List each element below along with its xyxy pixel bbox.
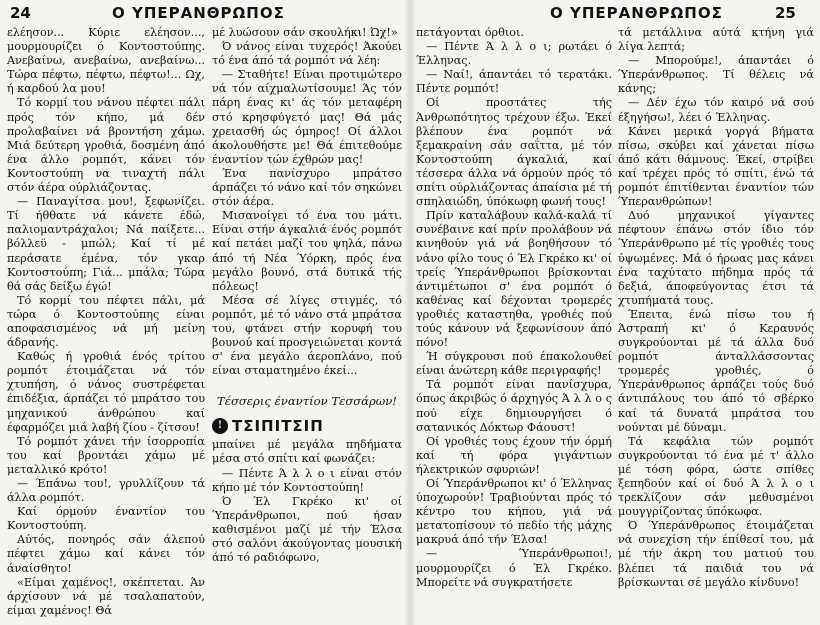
right-page-column-2 xyxy=(618,26,814,623)
paragraph: Δυό μηχανικοί γίγαντες πέφτουν έπάνω στόν ίδιο τόν Ύπεράνθρωπο μέ τίς γροθιές τους ύψωμένες. Μά ό ήρωας μας κάνει ένα ταχύτατο πήδημα πρός τά δεξιά, άποφεύγοντας έτσι τά χτυπήματά τους. xyxy=(618,209,814,307)
exclamation-icon xyxy=(212,418,228,434)
left-page-column-2 xyxy=(212,26,402,623)
paragraph: Οί Ύπεράνθρωποι κι' ό Έλληνας ύποχωρούν! Τραβιούνται πρός τό κέντρο του κήπου, γιά νά μετατοπίσουν τό πεδίο τής μάχης μακρυά άπό τήν Έλσα! xyxy=(416,477,612,547)
right-page xyxy=(410,0,820,625)
paragraph: — Έπάνω του!, γρυλλίζουν τά άλλα ρομπότ. xyxy=(7,477,205,505)
page-number-left: 24 xyxy=(10,4,31,22)
paragraph: Τό ρομπότ χάνει τήν ίσορροπία του καί βροντάει χάμω μέ μεταλλικό κρότο! xyxy=(7,434,205,476)
running-title-left: Ο ΥΠΕΡΑΝΘΡΩΠΟΣ xyxy=(112,4,285,22)
paragraph: ελέησον... Κύριε ελέησον..., μουρμουρίζει ό Κοντοστούπης. Ανεβαίνω, ανεβαίνω, ανεβαίνω... Τώρα πέφτω, πέφτω, πέφτω!... Ωχ, ή καρδού λα μου! xyxy=(7,26,205,96)
paragraph: μπαίνει μέ μεγάλα πηδήματα μέσα στό σπίτι καί φωνάζει: xyxy=(212,438,402,466)
paragraph: Καθώς ή γροθιά ένός τρίτου ρομπότ έτοιμάζεται νά τόν χτυπήση, ό νάνος συστρέφεται έπιδέξια, άρπάζει τό μπράτσο του μηχανικού άνθρώπου καί έφαρμόζει μιά λαβή ζίου - ζίτσου! xyxy=(7,350,205,434)
paragraph: Αύτός, πονηρός σάν άλεπού πέφτει χάμω καί κάνει τόν άναίσθητο! xyxy=(7,533,205,575)
paragraph: — Μπορούμε!, άπαντάει ό Ύπεράνθρωπος. Τί θέλεις νά κάνης; xyxy=(618,54,814,96)
exclamation-glyph: ! xyxy=(217,420,223,432)
paragraph: Μισανοίγει τό ένα του μάτι. Είναι στήν άγκαλιά ένός ρομπότ καί πετάει μαζί του ψηλά, πάνω άπό τή Νέα Ύόρκη, πρός ένα μεγάλο βουνό, στά δυτικά τής πόλεως! xyxy=(212,209,402,293)
paragraph: πετάγονται όρθιοι. xyxy=(416,26,524,39)
paragraph: — Σταθήτε! Είναι προτιμώτερο νά τόν αίχμαλωτίσουμε! Άς τόν πάρη ένας κι' άς τόν μεταφέρη στό κρησφύγετό μας! Θά μάς χρειασθή ώς όμηρος! Οί άλλοι άκολουθήστε με! Θά έπιτεθούμε έναντίον τών έχθρών μας! xyxy=(212,68,402,166)
paragraph: τά μετάλλινα αύτά κτήνη γιά λίγα λεπτά; xyxy=(618,26,814,54)
paragraph: μέ λυώσουν σάν σκουλήκι! Ώχ!» xyxy=(212,26,398,39)
paragraph: Καί όρμούν έναντίον του Κοντοστούπη. xyxy=(7,505,205,533)
paragraph: Ό νάνος είναι τυχερός! Άκούει τό ένα άπό τά ρομπότ νά λέη: xyxy=(212,40,402,68)
paragraph: «Είμαι χαμένος!, σκέπτεται. Άν άρχίσουν νά μέ τσαλαπατούν, είμαι χαμένος! Θά xyxy=(7,575,205,617)
paragraph: Τό κορμί του πέφτει πάλι, μά τώρα ό Κοντοστούπης είναι αποφασισμένος νά μή μείνη άδρανής. xyxy=(7,293,205,350)
paragraph: Οί προστάτες τής Άνθρωπότητος τρέχουν έξω. Έκεί βλέπουν ένα ρομπότ νά ξεμακραίνη σάν σαΐττα, μέ τόν Κοντοστούπη άγκαλιά, καί τέσσερα άλλα νά όρμούν πρός τό σπίτι ούρλιάζοντας άπαίσια μέ τή σπηλαιώδη, ύπόκωφη φωνή τους! xyxy=(416,96,612,209)
paragraph: — Πέντε Ά λ λ ο ι είναι στόν κήπο μέ τόν Κοντοστούπη! xyxy=(212,466,402,494)
paragraph: Μέσα σέ λίγες στιγμές, τό ρομπότ, μέ τό νάνο στά μπράτσα του, φτάνει στήν κορυφή του βουνού καί προσγειώνεται κοντά σ' ένα μεγάλο άεροπλάνο, πού είναι σταματημένο έκεί... xyxy=(212,293,402,378)
paragraph: Έπειτα, ένώ πίσω του ή Άστραπή κι' ό Κεραυνός συγκρούονται μέ τά άλλα δυό ρομπότ άνταλλάσσοντας τρομερές γροθιές, ό Ύπεράνθρωπος άρπάζει τούς δυό άντιπάλους του άπό τό σβέρκο καί τά δυνατά μπράτσα του νούνται μέ δύναμι. xyxy=(618,307,814,434)
paragraph: Ό Ύπεράνθρωπος έτοιμάζεται νά συνεχίση τήν έπίθεσί του, μά μέ τήν άκρη του ματιού του βλέπει τά παιδιά του νά βρίσκωνται σέ μεγάλο κίνδυνο! xyxy=(618,519,814,589)
paragraph: Ένα πανίσχυρο μπράτσο άρπάζει τό νάνο καί τόν σηκώνει στόν άέρα. xyxy=(212,166,402,209)
section-subtitle: Τέσσερις έναντίον Τεσσάρων! xyxy=(217,394,397,409)
right-page-column-1 xyxy=(416,26,612,623)
paragraph: Οί γροθιές τους έχουν τήν όρμή καί τή φόρα γιγάντιων ήλεκτρικών σφυριών! xyxy=(416,434,612,476)
paragraph: Ή σύγκρουσι πού έπακολουθεί είναι άνώτερη κάθε περιγραφής! xyxy=(416,350,612,378)
page-number-right: 25 xyxy=(775,4,796,22)
paragraph: Κάνει μερικά γοργά βήματα πίσω, σκύβει καί χάνεται πίσω άπό κάτι θάμνους. Έκεί, στρίβει καί τρέχει πρός τό σπίτι, ένώ τά ρομπότ έπιτίθενται έναντίον τών Ύπερανθρώπων! xyxy=(618,124,814,209)
paragraph: — Ύπεράνθρωποι!, μουρμουρίζει ό Έλ Γκρέκο. Μπορείτε νά συγκρατήσετε xyxy=(416,547,612,589)
paragraph: Τά κεφάλια τών ρομπότ συγκρούονται τό ένα μέ τ' άλλο μέ τόση φόρα, ώστε σπίθες ξεπηδούν καί οί δυό Ά λ λ ο ι τρεκλίζουν σάν μεθυσμένοι μουγγρίζοντας ύπόκωφα. xyxy=(618,434,814,519)
paragraph: — Παναγίτσα μου!, ξεφωνίζει. Τί ήθθατε νά κάνετε έδώ, παλιομαντράχαλοι; Νά παίξετε... βόλλεϋ - μπώλ; Καί τί μέ περάσατε έμένα, τόν γκαρ Κοντοστούπη; Γιά... μπάλα; Τώρα θά σάς δείξω έγώ! xyxy=(7,195,205,293)
paragraph: Τό κορμί του νάνου πέφτει πάλι πρός τόν κήπο, μά δέν προλαβαίνει νά βροντήση χάμω. Μιά δεύτερη γροθιά, δοσμένη άπό ένα άλλο ρομπότ, κάνει τόν Κοντοστούπη να τιναχτή πάλι στόν άέρα ούρλιάζοντας. xyxy=(7,96,205,195)
paragraph: Ό Έλ Γκρέκο κι' οί Ύπεράνθρωποι, πού ήσαν καθισμένοι μαζί μέ τήν Έλσα στό σαλόνι άκούγοντας μουσική άπό τό ραδιόφωνο, xyxy=(212,494,402,565)
paragraph: Πρίν καταλάβουν καλά-καλά τί συνέβαινε καί πρίν προλάβουν νά κινηθούν γιά νά βοηθήσουν τό νάνο φίλο τους ό Έλ Γκρέκο κι' οί τρείς Ύπεράνθρωποι βρίσκονται άντιμέτωποι σ' ένα ρομπότ ό καθένας καί δέχονται τρομερές γροθιές καταστηθα, γροθιές πού τούς κάνουν νά ξεφωνίσουν άπό πόνο! xyxy=(416,209,612,350)
running-title-right: Ο ΥΠΕΡΑΝΘΡΩΠΟΣ xyxy=(550,4,723,22)
left-page-column-1 xyxy=(7,26,205,623)
sound-effect-text: ΤΣΙΠΙΤΣΙΠ xyxy=(232,417,324,436)
sound-effect xyxy=(212,418,402,434)
paragraph: Τά ρομπότ είναι πανίσχυρα, όπως άκριβώς ό άρχηγός Ά λ λ ο ς πού είχε δημιουργήσει ό σατανικός Δόκτωρ Φάουστ! xyxy=(416,378,612,434)
paragraph: — Ναί!, άπαντάει τό τερατάκι. Πέντε ρομπότ! xyxy=(416,68,612,96)
paragraph: — Πέντε Ά λ λ ο ι; ρωτάει ό Έλληνας. xyxy=(416,40,612,68)
paragraph: — Δέν έχω τόν καιρό νά σού έξηγήσω!, λέει ό Έλληνας. xyxy=(618,96,814,124)
